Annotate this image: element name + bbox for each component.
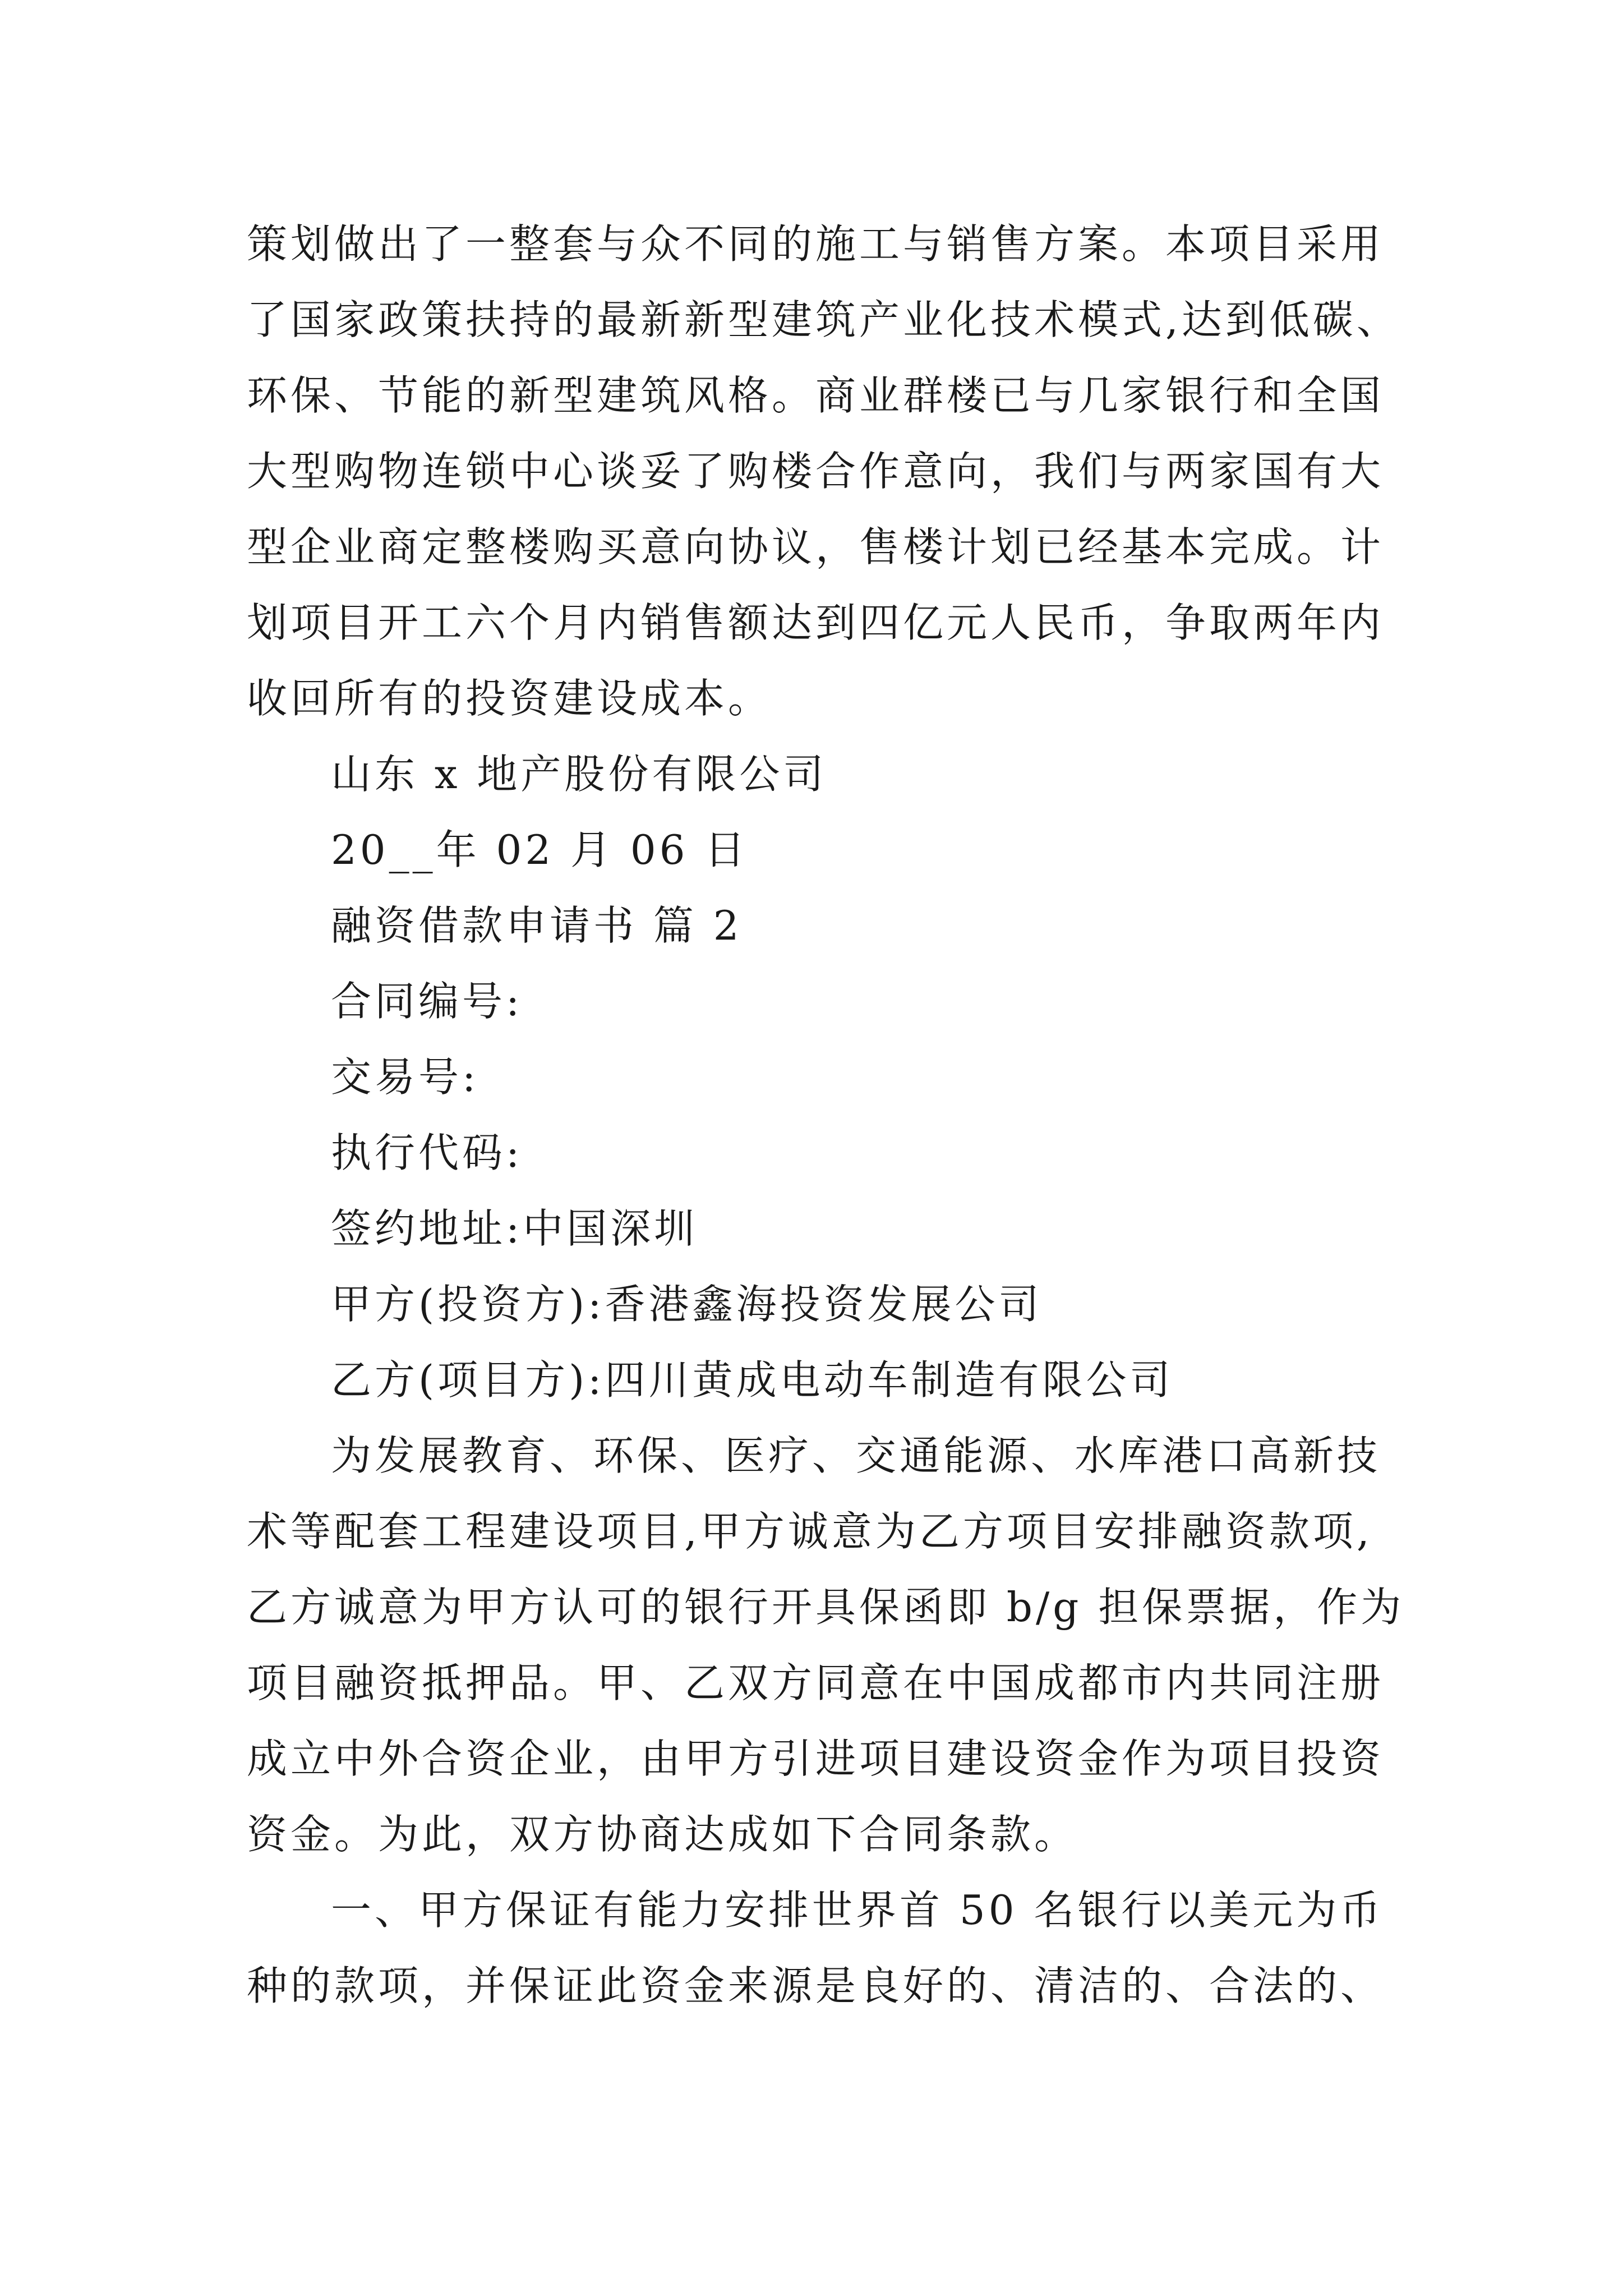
paragraph-2-line-1: 为发展教育、环保、医疗、交通能源、水库港口高新技: [331, 1432, 1381, 1479]
paragraph-2-line-4: 项目融资抵押品。甲、乙双方同意在中国成都市内共同注册: [247, 1659, 1385, 1706]
transaction-number-label: 交易号:: [331, 1053, 479, 1101]
paragraph-3-line-2: 种的款项，并保证此资金来源是良好的、清洁的、合法的、: [247, 1962, 1385, 2009]
paragraph-1-line-7: 收回所有的投资建设成本。: [247, 675, 772, 722]
signing-address: 签约地址:中国深圳: [331, 1205, 698, 1252]
paragraph-3-line-1: 一、甲方保证有能力安排世界首 50 名银行以美元为币: [331, 1887, 1384, 1934]
paragraph-1-line-3: 环保、节能的新型建筑风格。商业群楼已与几家银行和全国: [247, 372, 1385, 419]
paragraph-1-line-6: 划项目开工六个月内销售额达到四亿元人民币，争取两年内: [247, 599, 1385, 646]
paragraph-1-line-1: 策划做出了一整套与众不同的施工与销售方案。本项目采用: [247, 220, 1385, 268]
paragraph-2-line-6: 资金。为此，双方协商达成如下合同条款。: [247, 1811, 1078, 1858]
paragraph-1-line-5: 型企业商定整楼购买意向协议，售楼计划已经基本完成。计: [247, 523, 1385, 570]
paragraph-1-line-4: 大型购物连锁中心谈妥了购楼合作意向，我们与两家国有大: [247, 448, 1385, 495]
paragraph-1-line-2: 了国家政策扶持的最新新型建筑产业化技术模式,达到低碳、: [247, 296, 1400, 343]
execution-code-label: 执行代码:: [331, 1129, 523, 1176]
party-b: 乙方(项目方):四川黄成电动车制造有限公司: [331, 1356, 1174, 1404]
party-a: 甲方(投资方):香港鑫海投资发展公司: [331, 1281, 1043, 1328]
document-date: 20__年 02 月 06 日: [331, 826, 749, 873]
section-title: 融资借款申请书 篇 2: [331, 902, 743, 949]
contract-number-label: 合同编号:: [331, 978, 523, 1025]
paragraph-2-line-3: 乙方诚意为甲方认可的银行开具保函即 b/g 担保票据，作为: [247, 1584, 1405, 1631]
paragraph-2-line-2: 术等配套工程建设项目,甲方诚意为乙方项目安排融资款项,: [247, 1508, 1373, 1555]
paragraph-2-line-5: 成立中外合资企业，由甲方引进项目建设资金作为项目投资: [247, 1735, 1385, 1782]
company-name: 山东 x 地产股份有限公司: [331, 751, 827, 798]
